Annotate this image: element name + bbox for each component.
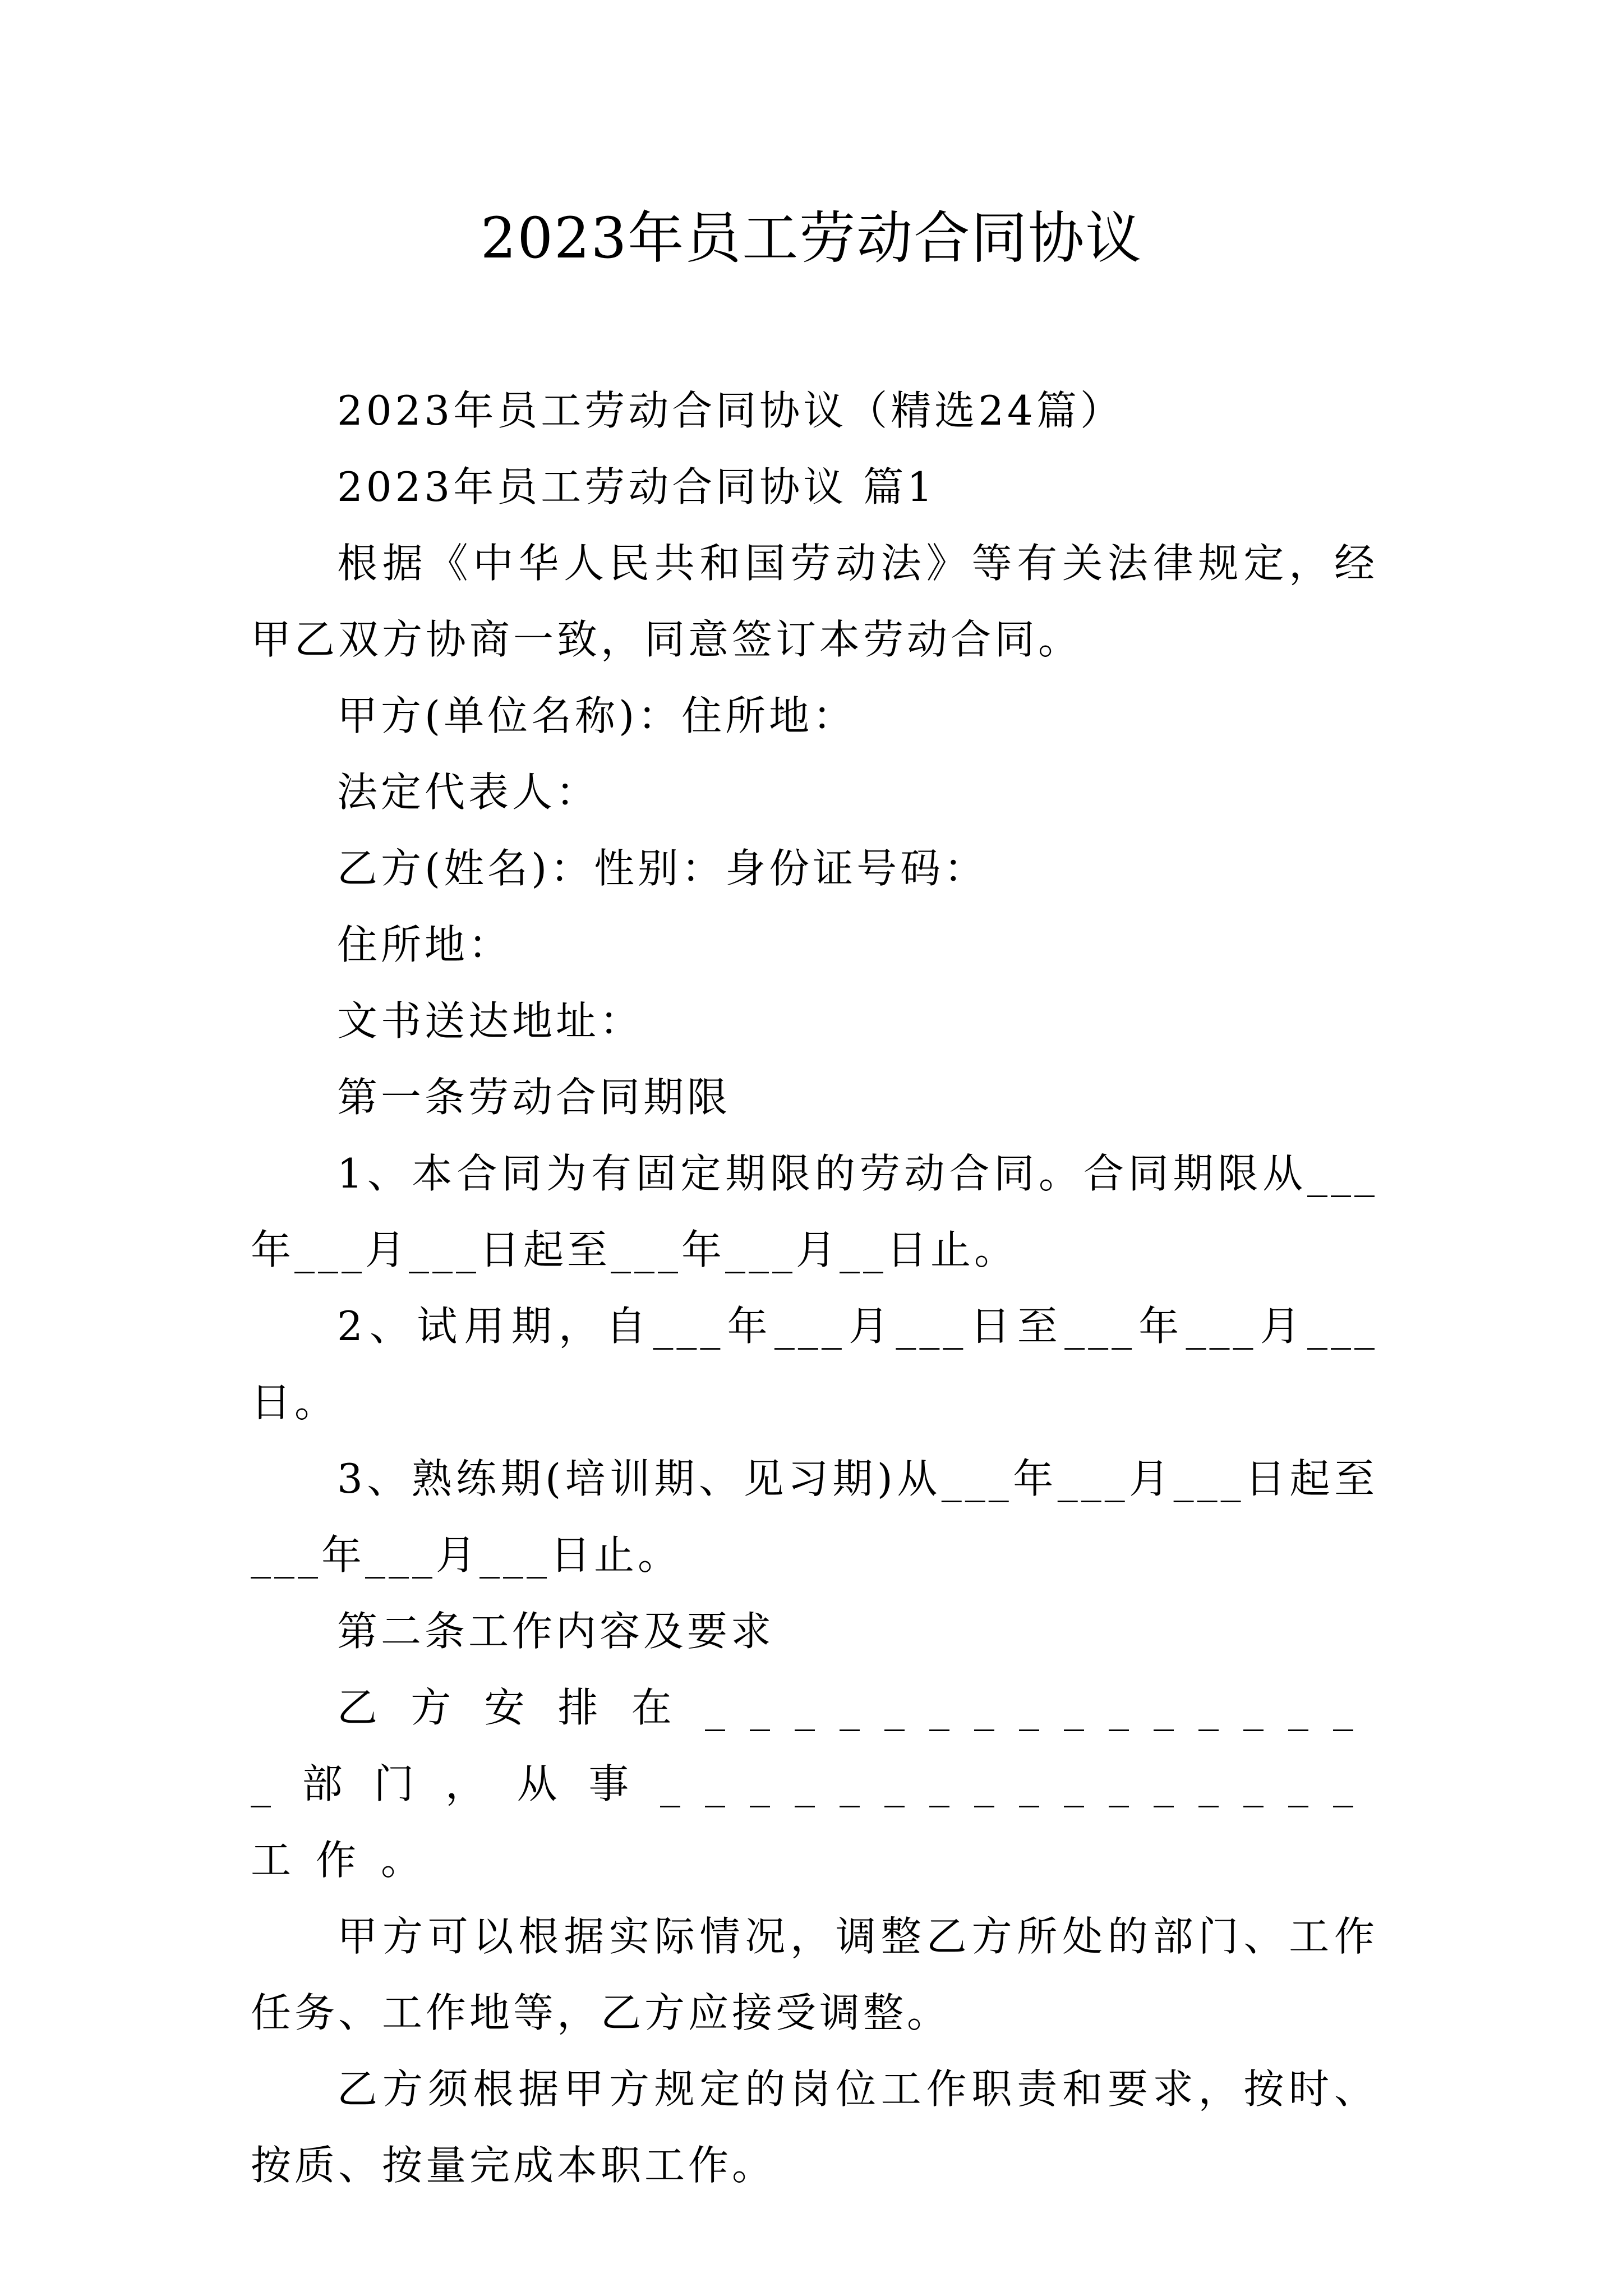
document-title: 2023年员工劳动合同协议 [480,205,1143,271]
paragraph-party-b: 乙方(姓名)：性别：身份证号码： [337,845,988,892]
document-body [251,372,1378,2203]
paragraph-duties: 乙方须根据甲方规定的岗位工作职责和要求，按时、按质、按量完成本职工作。 [251,2065,1378,2189]
paragraph-adjustment: 甲方可以根据实际情况，调整乙方所处的部门、工作任务、工作地等，乙方应接受调整。 [251,1913,1378,2036]
paragraph-residence: 住所地： [337,921,513,968]
paragraph-probation: 2、试用期，自___年___月___日至___年___月___日。 [251,1303,1378,1426]
paragraph-job-assignment: 乙方安排在________________部门，从事________________工作。 [251,1684,1378,1884]
paragraph-delivery-address: 文书送达地址： [337,997,644,1045]
paragraph-party-a: 甲方(单位名称)：住所地： [337,692,857,739]
paragraph-contract-term: 1、本合同为有固定期限的劳动合同。合同期限从___年___月___日起至___年___月__日止。 [251,1150,1378,1273]
paragraph-preamble: 根据《中华人民共和国劳动法》等有关法律规定，经甲乙双方协商一致，同意签订本劳动合同。 [251,540,1378,663]
paragraph-training-period: 3、熟练期(培训期、见习期)从___年___月___日起至___年___月___日止。 [251,1455,1378,1579]
paragraph-legal-representative: 法定代表人： [337,769,600,816]
paragraph-section-heading: 2023年员工劳动合同协议 篇1 [337,463,936,510]
paragraph-subtitle: 2023年员工劳动合同协议（精选24篇） [337,387,1124,434]
paragraph-article-1-heading: 第一条劳动合同期限 [337,1074,731,1121]
paragraph-article-2-heading: 第二条工作内容及要求 [337,1608,775,1655]
